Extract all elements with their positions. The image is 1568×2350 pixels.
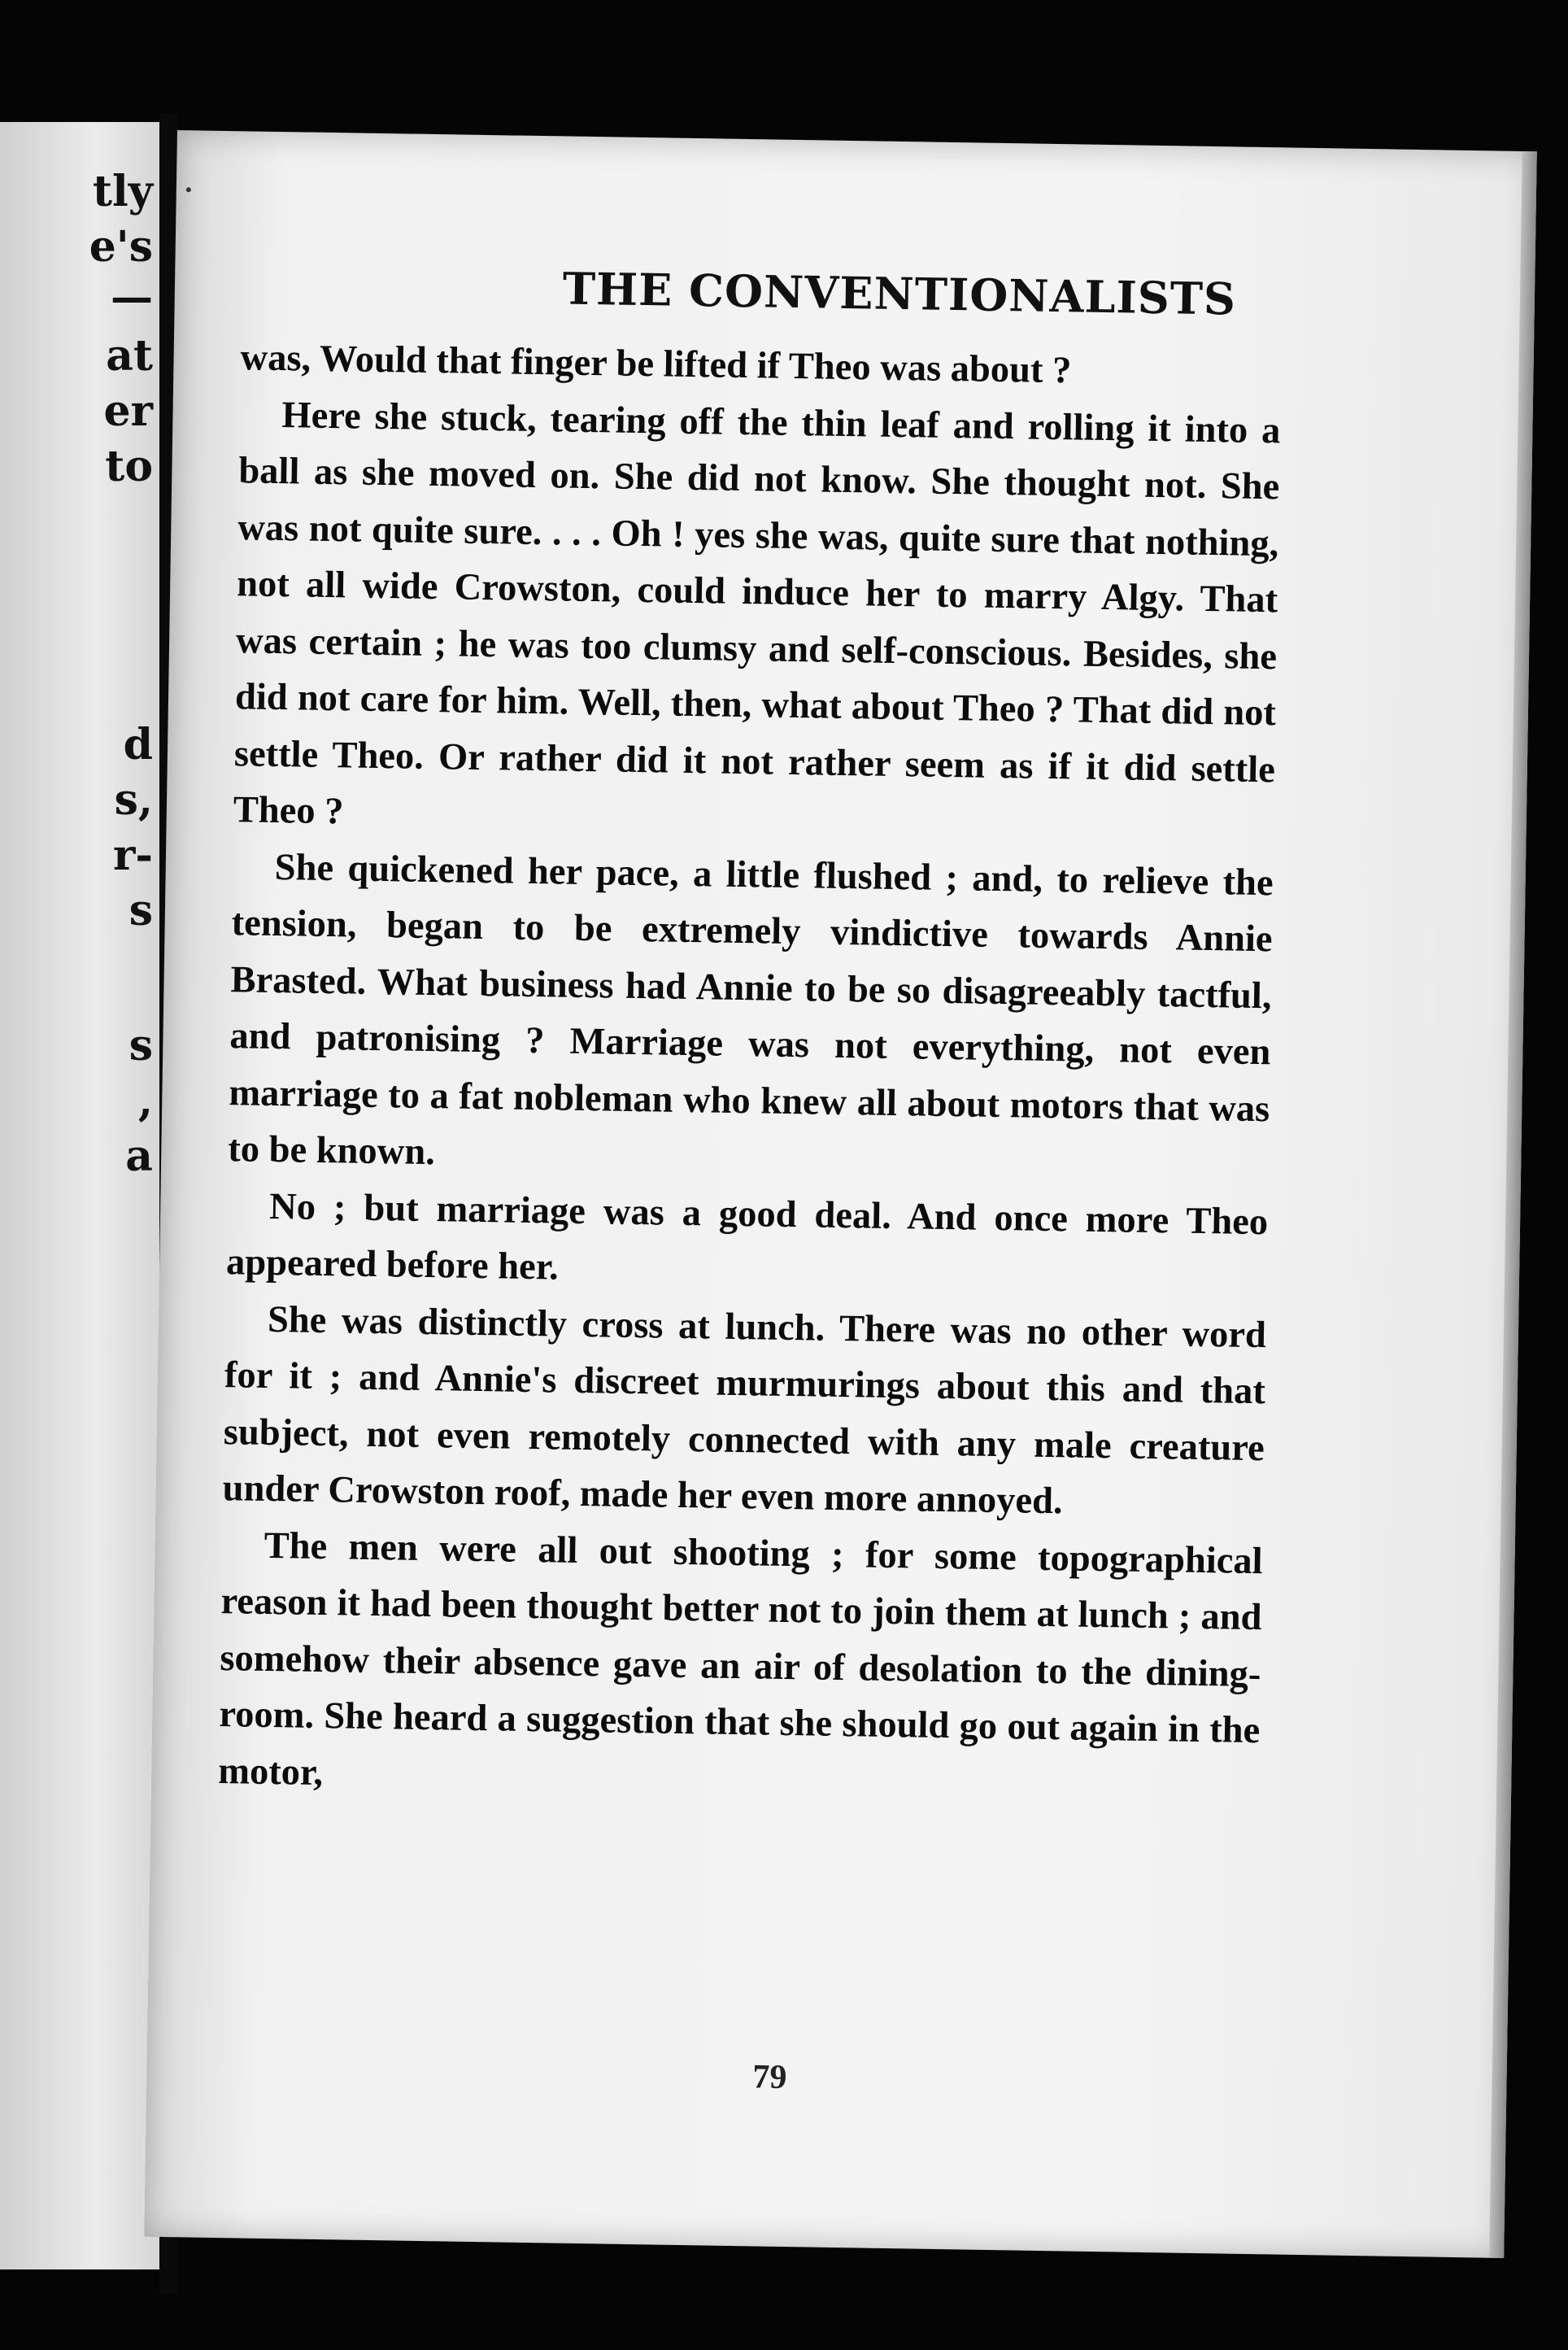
- dust-speck: [186, 187, 191, 192]
- facing-page-text: —: [111, 272, 153, 322]
- paragraph: She quickened her pace, a little flushed ; and, to relieve the tension, began to be extremely vindictive towards Annie Brasted. What business had Annie to be so disagreeably tactful, and patronising ? Marriage was not everything, not even marriage to a fat nobleman who knew all about motors that was to be known.: [227, 846, 1274, 1174]
- paragraph: No ; but marriage was a good deal. And once more Theo appeared before her.: [225, 1185, 1269, 1288]
- facing-page-text: er: [103, 386, 153, 436]
- facing-page-text: to: [105, 442, 153, 491]
- running-title: THE CONVENTIONALISTS: [562, 262, 1237, 325]
- facing-page-text: s,: [114, 775, 153, 825]
- facing-page-text: at: [106, 331, 153, 381]
- facing-page-text: r-: [113, 831, 153, 880]
- page-edge: [1489, 151, 1537, 2258]
- page-body: [218, 329, 1282, 1816]
- facing-page-text: tly: [93, 167, 153, 216]
- paragraph: was, Would that finger be lifted if Theo was about ?: [240, 337, 1072, 392]
- facing-page-text: d: [123, 720, 153, 770]
- paragraph: Here she stuck, tearing off the thin leaf and rolling it into a ball as she moved on. She did not know. She thought not. She was not quite sure. . . . Oh ! yes she was, quite sure that nothing, not all wide Crowston, could induce her to marry Algy. That was certain ; he was too clumsy and self-conscious. Besides, she did not care for him. Well, then, what about Theo ? That did not settle Theo. Or rather did it not rather seem as if it did settle Theo ?: [233, 394, 1281, 833]
- facing-page-text: a: [125, 1131, 153, 1181]
- book-page: [144, 130, 1536, 2258]
- facing-page-text: e's: [89, 222, 153, 272]
- page-number: 79: [752, 2058, 787, 2097]
- facing-page-text: s: [128, 1021, 153, 1070]
- paragraph: She was distinctly cross at lunch. There was no other word for it ; and Annie's discreet murmurings about this and that subject, not even remotely connected with any male creature under Crowston roof, made her even more annoyed.: [222, 1298, 1267, 1523]
- facing-page-text: s: [128, 886, 153, 935]
- facing-page-text: ,: [137, 1076, 153, 1126]
- facing-page-fragment: [0, 122, 159, 2269]
- paragraph: The men were all out shooting ; for some topographical reason it had been thought better not to join them at lunch ; and somehow their absence gave an air of desolation to the dining-room. She heard a suggestion that she should go out again in the motor,: [217, 1524, 1263, 1794]
